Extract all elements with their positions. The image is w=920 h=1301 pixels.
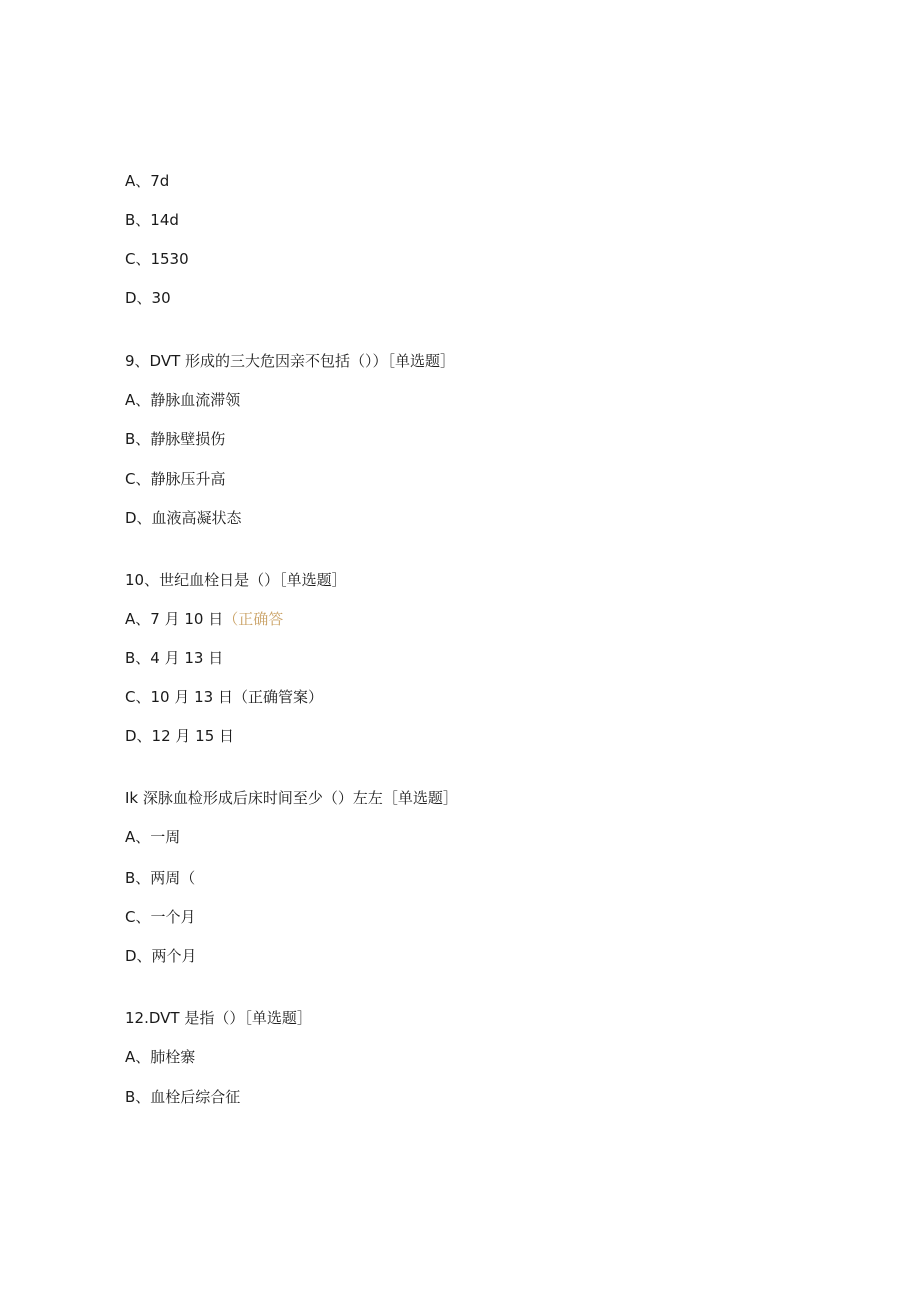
q11-title: Ik 深脉血检形成后床时间至少（）左左［单选题］ xyxy=(125,789,458,807)
q10-title: 10、世纪血栓日是（）［单选题］ xyxy=(125,571,347,589)
q8-option-a: A、7d xyxy=(125,172,170,190)
q11-option-a: A、一周 xyxy=(125,828,181,846)
q8-option-d: D、30 xyxy=(125,289,171,307)
q12-option-a: A、肺栓寨 xyxy=(125,1048,196,1066)
q10-option-a-label: A、7 月 10 日 xyxy=(125,610,224,628)
q12-option-b: B、血栓后综合征 xyxy=(125,1088,241,1106)
q10-option-d: D、12 月 15 日 xyxy=(125,727,235,745)
q10-option-c: C、10 月 13 日（正确管案） xyxy=(125,688,323,706)
q8-option-c: C、1530 xyxy=(125,250,189,268)
q9-option-a: A、静脉血流滞领 xyxy=(125,391,241,409)
q12-title: 12.DVT 是指（）［单选题］ xyxy=(125,1009,312,1027)
q9-option-d: D、血液高凝状态 xyxy=(125,509,242,527)
q9-option-b: B、静脉壁损伤 xyxy=(125,430,226,448)
q9-title: 9、DVT 形成的三大危因亲不包括（））［单选题］ xyxy=(125,352,456,370)
q8-option-b: B、14d xyxy=(125,211,179,229)
q11-option-c: C、一个月 xyxy=(125,908,196,926)
q9-option-c: C、静脉压升高 xyxy=(125,470,226,488)
q11-option-d: D、两个月 xyxy=(125,947,197,965)
q11-option-b: B、两周（ xyxy=(125,869,196,887)
q10-correct-answer-mark: （正确答 xyxy=(223,610,284,628)
q10-option-a xyxy=(125,609,283,629)
q10-option-b: B、4 月 13 日 xyxy=(125,649,224,667)
